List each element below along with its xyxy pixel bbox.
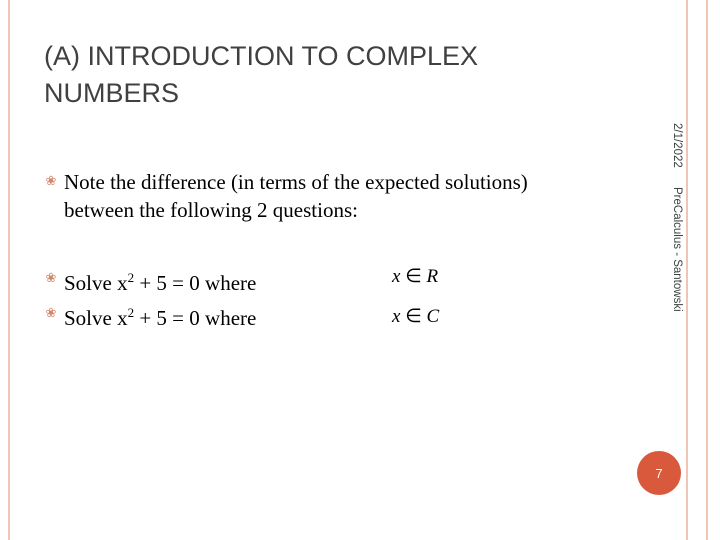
bullet-3-post: + 5 = 0 where	[134, 306, 257, 330]
math-x-in-c	[392, 305, 439, 328]
slide-date: 2/1/2022	[671, 123, 683, 168]
math-set-r: R	[426, 266, 439, 287]
slide-title: (A) INTRODUCTION TO COMPLEX NUMBERS	[44, 41, 479, 108]
element-of-symbol: ∈	[405, 266, 422, 287]
bullet-2-exponent: 2	[127, 270, 135, 285]
course-footer: PreCalculus - Santowski	[671, 187, 683, 312]
frame-line-right-inner	[686, 0, 688, 540]
frame-line-left	[8, 0, 10, 540]
bullet-1-line-1: Note the difference (in terms of the expected solutions)	[64, 170, 528, 194]
math-x-in-r	[392, 265, 438, 288]
bullet-2-text	[64, 264, 256, 297]
bullet-2-pre: Solve x	[64, 271, 128, 295]
bullet-1-line-2: between the following 2 questions:	[64, 198, 358, 222]
page-number-badge	[637, 451, 681, 495]
bullet-3-text	[64, 299, 256, 332]
element-of-symbol: ∈	[405, 306, 422, 327]
bullet-3-exponent: 2	[127, 305, 135, 320]
gear-bullet-icon: ❀	[45, 173, 57, 188]
gear-bullet-icon: ❀	[45, 305, 57, 320]
bullet-2-post: + 5 = 0 where	[134, 271, 257, 295]
math-set-c: C	[426, 306, 440, 327]
math-var: x	[392, 306, 401, 327]
gear-bullet-icon: ❀	[45, 270, 57, 285]
bullet-3-pre: Solve x	[64, 306, 128, 330]
page-number: 7	[655, 465, 663, 481]
math-var: x	[392, 266, 401, 287]
frame-line-right-outer	[706, 0, 708, 540]
